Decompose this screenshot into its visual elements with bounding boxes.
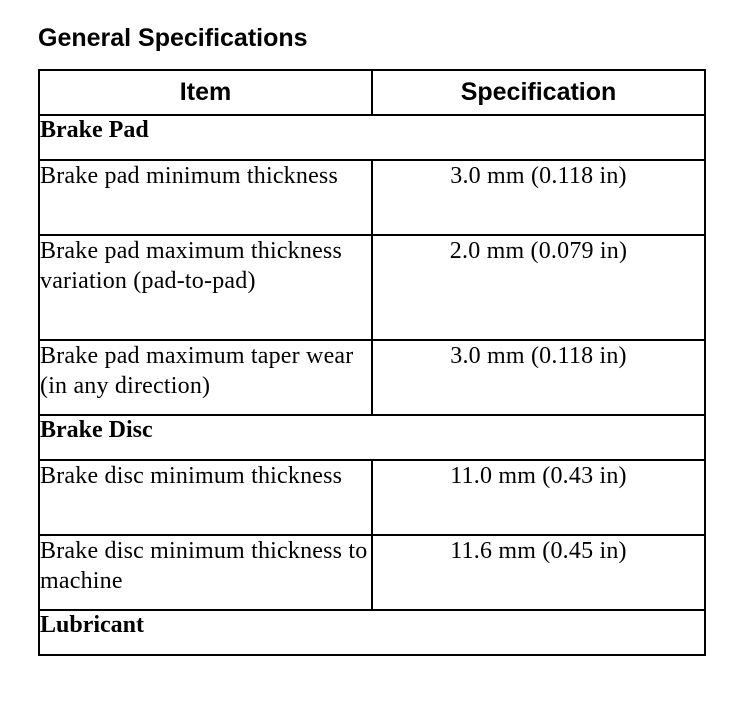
spec-cell: 3.0 mm (0.118 in) — [372, 160, 705, 235]
page-title: General Specifications — [38, 24, 308, 52]
section-row-brake-disc — [39, 415, 705, 460]
section-row-lubricant — [39, 610, 705, 655]
item-cell: Brake pad maximum thickness variation (pad-to-pad) — [39, 235, 372, 340]
item-cell: Brake pad minimum thickness — [39, 160, 372, 235]
table-row — [39, 340, 705, 415]
table-row — [39, 535, 705, 610]
table-header-row — [39, 70, 705, 115]
section-label: Lubricant — [39, 610, 705, 655]
section-row-brake-pad — [39, 115, 705, 160]
spec-cell: 2.0 mm (0.079 in) — [372, 235, 705, 340]
specifications-table — [38, 69, 706, 656]
table-row — [39, 235, 705, 340]
spec-cell: 3.0 mm (0.118 in) — [372, 340, 705, 415]
table-row — [39, 460, 705, 535]
column-header-item: Item — [39, 70, 372, 115]
spec-cell: 11.6 mm (0.45 in) — [372, 535, 705, 610]
item-cell: Brake pad maximum taper wear (in any direction) — [39, 340, 372, 415]
section-label: Brake Pad — [39, 115, 705, 160]
item-cell: Brake disc minimum thickness — [39, 460, 372, 535]
section-label: Brake Disc — [39, 415, 705, 460]
item-cell: Brake disc minimum thickness to machine — [39, 535, 372, 610]
spec-cell: 11.0 mm (0.43 in) — [372, 460, 705, 535]
table-row — [39, 160, 705, 235]
column-header-specification: Specification — [372, 70, 705, 115]
